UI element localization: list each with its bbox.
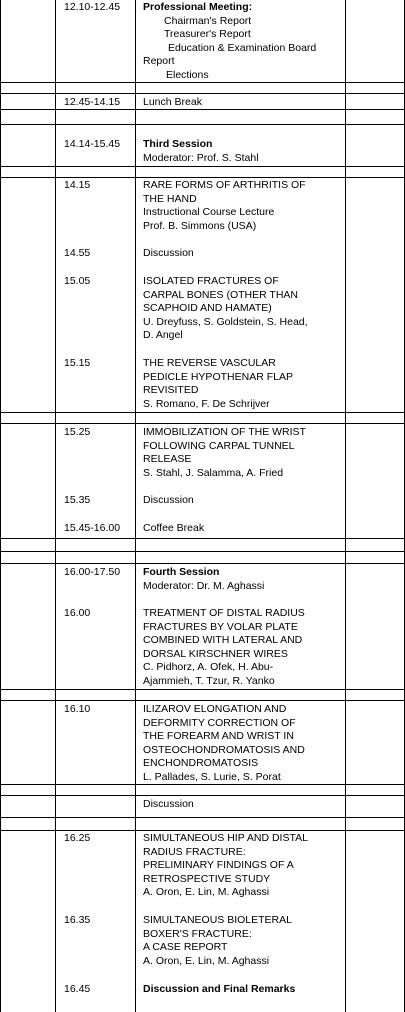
talk-entry bbox=[143, 832, 341, 900]
time-cell: 16.45 bbox=[64, 983, 91, 995]
row-rule bbox=[0, 830, 405, 831]
talk-title-line: FRACTURES BY VOLAR PLATE bbox=[143, 620, 298, 633]
time-cell: 12.45-14.15 bbox=[64, 96, 121, 108]
talk-title-line: DORSAL KIRSCHNER WIRES bbox=[143, 647, 288, 660]
row-rule bbox=[0, 795, 405, 796]
session-header-cell bbox=[143, 566, 341, 593]
talk-title-line: IMMOBILIZATION OF THE WRIST bbox=[143, 426, 306, 438]
talk-entry bbox=[143, 703, 341, 785]
agenda-item: Treasurer's Report bbox=[164, 28, 251, 41]
final-remarks-label: Discussion and Final Remarks bbox=[143, 983, 296, 995]
agenda-item: Education & Examination Board bbox=[168, 41, 317, 54]
moderator-line: Moderator: Prof. S. Stahl bbox=[143, 151, 259, 164]
row-rule bbox=[0, 700, 405, 701]
talk-authors: U. Dreyfuss, S. Goldstein, S. Head, bbox=[143, 315, 308, 328]
row-rule bbox=[0, 166, 405, 167]
time-cell: 15.25 bbox=[64, 426, 91, 438]
time-cell: 15.35 bbox=[64, 494, 91, 506]
talk-title-line: BOXER'S FRACTURE: bbox=[143, 927, 252, 940]
talk-title-line: ILIZAROV ELONGATION AND bbox=[143, 703, 287, 715]
row-rule bbox=[0, 93, 405, 94]
agenda-item: Elections bbox=[166, 68, 209, 81]
row-rule bbox=[0, 177, 405, 178]
talk-title-line: PEDICLE HYPOTHENAR FLAP bbox=[143, 370, 293, 383]
time-cell: 16.10 bbox=[64, 703, 91, 715]
talk-entry bbox=[143, 426, 341, 480]
time-cell: 16.35 bbox=[64, 914, 91, 926]
column-rule bbox=[55, 0, 56, 1012]
column-rule bbox=[135, 0, 136, 1012]
talk-title-line: SIMULTANEOUS BIOLETERAL bbox=[143, 914, 292, 926]
row-rule bbox=[0, 423, 405, 424]
talk-title-line: DEFORMITY CORRECTION OF bbox=[143, 716, 296, 729]
talk-title-line: RARE FORMS OF ARTHRITIS OF bbox=[143, 179, 306, 191]
row-rule bbox=[0, 538, 405, 539]
agenda-item: Report bbox=[143, 55, 175, 68]
time-cell: 16.00 bbox=[64, 607, 91, 619]
time-cell: 15.15 bbox=[64, 357, 91, 369]
talk-title-line: REVISITED bbox=[143, 384, 199, 397]
talk-authors: D. Angel bbox=[143, 329, 183, 342]
time-cell: 14.55 bbox=[64, 247, 91, 259]
talk-title-line: CARPAL BONES (OTHER THAN bbox=[143, 288, 298, 301]
talk-title-line: RETROSPECTIVE STUDY bbox=[143, 872, 271, 885]
column-rule bbox=[345, 0, 346, 1012]
talk-authors: L. Pallades, S. Lurie, S. Porat bbox=[143, 770, 281, 783]
discussion-label: Discussion bbox=[143, 798, 194, 810]
talk-title-line: SCAPHOID AND HAMATE) bbox=[143, 302, 272, 315]
row-rule bbox=[0, 412, 405, 413]
talk-subtitle: Instructional Course Lecture bbox=[143, 206, 275, 219]
talk-title-line: TREATMENT OF DISTAL RADIUS bbox=[143, 607, 305, 619]
session-title: Fourth Session bbox=[143, 566, 220, 578]
break-label: Lunch Break bbox=[143, 96, 202, 108]
row-rule bbox=[0, 817, 405, 818]
talk-authors: C. Pidhorz, A. Ofek, H. Abu- bbox=[143, 661, 274, 674]
time-cell: 16.25 bbox=[64, 832, 91, 844]
talk-title-line: ISOLATED FRACTURES OF bbox=[143, 275, 279, 287]
row-rule bbox=[0, 563, 405, 564]
talk-authors: A. Oron, E. Lin, M. Aghassi bbox=[143, 886, 270, 899]
talk-authors: S. Romano, F. De Schrijver bbox=[143, 397, 270, 410]
session-title: Professional Meeting: bbox=[143, 1, 253, 13]
talk-entry bbox=[143, 357, 341, 411]
talk-title-line: SIMULTANEOUS HIP AND DISTAL bbox=[143, 832, 308, 844]
talk-title-line: ENCHONDROMATOSIS bbox=[143, 757, 259, 770]
talk-title-line: THE HAND bbox=[143, 192, 197, 205]
time-cell: 15.45-16.00 bbox=[64, 522, 121, 534]
moderator-line: Moderator: Dr. M. Aghassi bbox=[143, 579, 265, 592]
talk-title-line: THE REVERSE VASCULAR bbox=[143, 357, 276, 369]
talk-title-line: A CASE REPORT bbox=[143, 941, 228, 954]
time-cell: 15.05 bbox=[64, 275, 91, 287]
professional-meeting-cell bbox=[143, 1, 341, 83]
discussion-label: Discussion bbox=[143, 247, 194, 259]
talk-entry bbox=[143, 275, 341, 343]
talk-title-line: RELEASE bbox=[143, 453, 192, 466]
talk-entry bbox=[143, 607, 341, 689]
time-cell: 12.10-12.45 bbox=[64, 1, 121, 13]
agenda-item: Chairman's Report bbox=[164, 14, 252, 27]
row-rule bbox=[0, 689, 405, 690]
break-label: Coffee Break bbox=[143, 522, 205, 534]
talk-title-line: PRELIMINARY FINDINGS OF A bbox=[143, 859, 294, 872]
talk-title-line: OSTEOCHONDROMATOSIS AND bbox=[143, 743, 305, 756]
talk-authors: S. Stahl, J. Salamma, A. Fried bbox=[143, 466, 284, 479]
row-rule bbox=[0, 551, 405, 552]
talk-authors: Ajammieh, T. Tzur, R. Yanko bbox=[143, 674, 275, 687]
talk-entry bbox=[143, 914, 341, 968]
talk-title-line: FOLLOWING CARPAL TUNNEL bbox=[143, 439, 295, 452]
table-border-left bbox=[0, 0, 1, 1012]
row-rule bbox=[0, 124, 405, 125]
talk-authors: A. Oron, E. Lin, M. Aghassi bbox=[143, 954, 270, 967]
session-header-cell bbox=[143, 138, 341, 165]
talk-title-line: COMBINED WITH LATERAL AND bbox=[143, 634, 303, 647]
talk-title-line: RADIUS FRACTURE: bbox=[143, 845, 246, 858]
time-cell: 16.00-17.50 bbox=[64, 566, 121, 578]
session-title: Third Session bbox=[143, 138, 213, 150]
talk-authors: Prof. B. Simmons (USA) bbox=[143, 219, 257, 232]
talk-title-line: THE FOREARM AND WRIST IN bbox=[143, 730, 294, 743]
talk-entry bbox=[143, 179, 341, 233]
discussion-label: Discussion bbox=[143, 494, 194, 506]
time-cell: 14.14-15.45 bbox=[64, 138, 121, 150]
time-cell: 14.15 bbox=[64, 179, 91, 191]
